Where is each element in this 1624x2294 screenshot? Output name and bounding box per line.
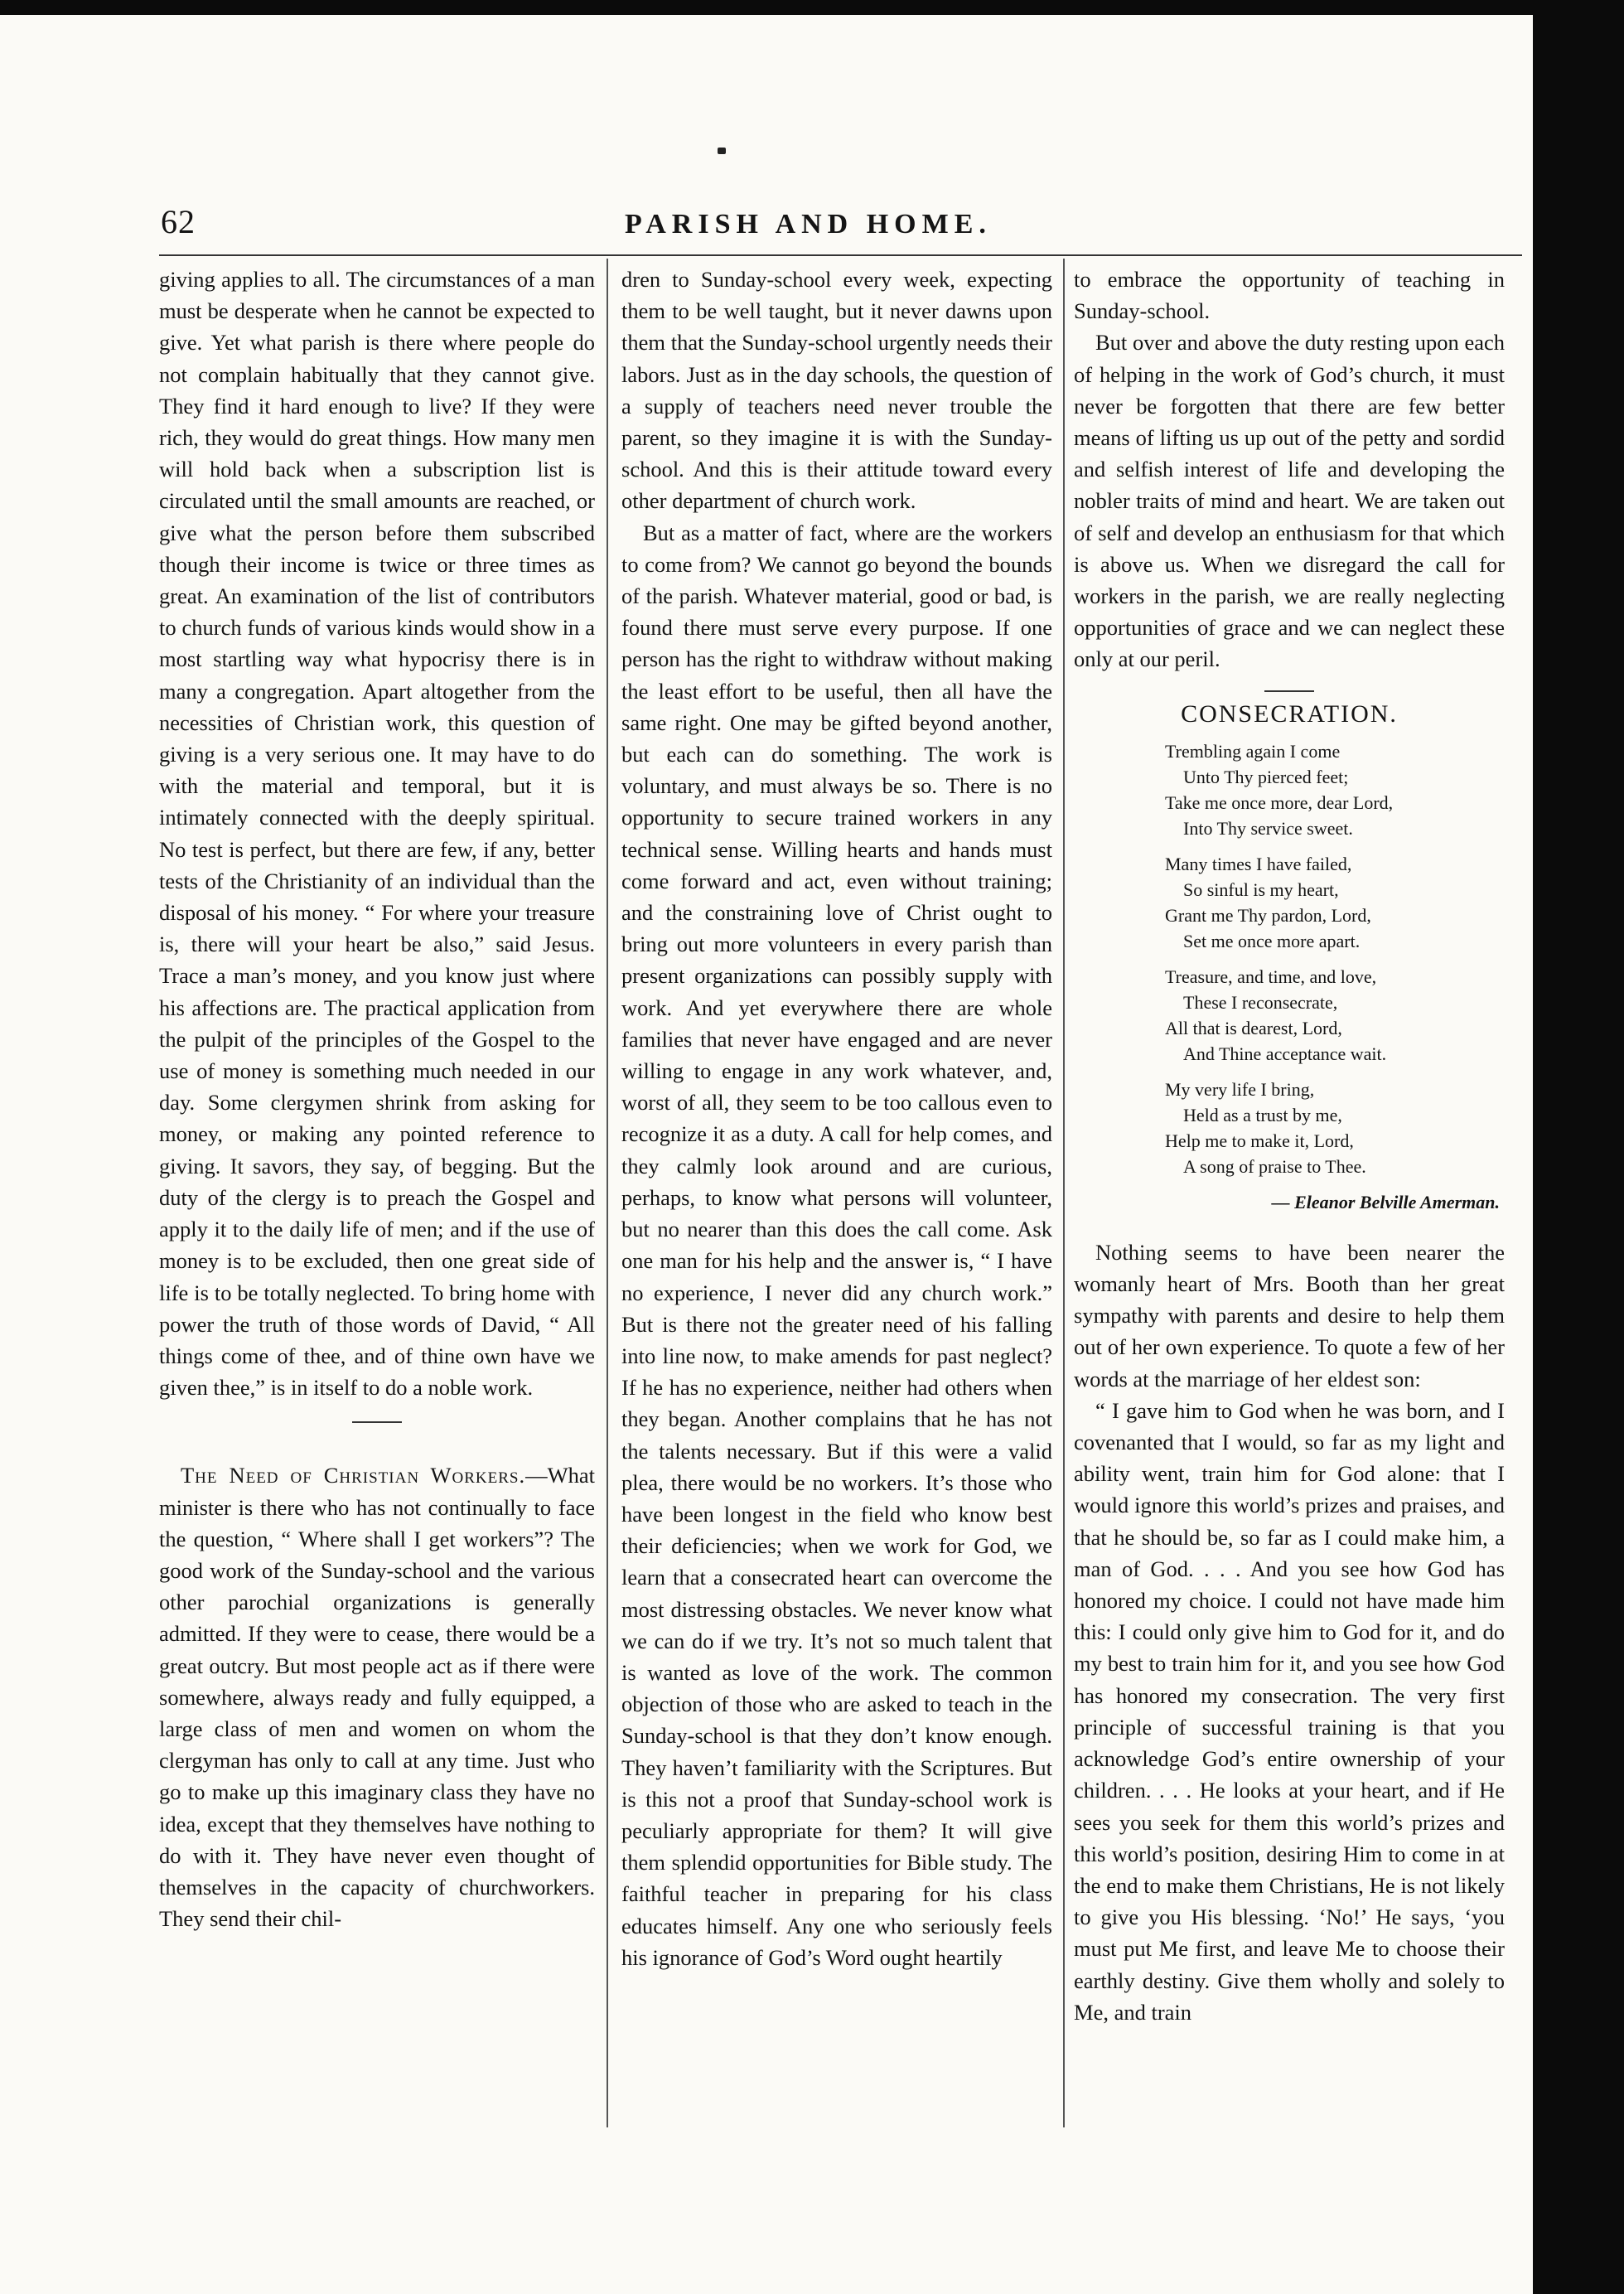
poem-line: Many times I have failed, <box>1165 853 1352 874</box>
running-title: PARISH AND HOME. <box>625 209 992 240</box>
paragraph-workers-source: But as a matter of fact, where are the workers to come from? We cannot go beyond the bounds of the parish. Whatever material, good or bad, is found there must serve every purpose. If one person has the right to withdraw without making the least effort to be useful, then all have the same right. One may be gifted beyond another, but each can do something. The work is voluntary, and must always be so. There is no opportunity to secure trained workers in any technical sense. Willing hearts and hands must come forward and act, even without training; and the constraining love of Christ ought to bring out more volunteers in every parish than present organizations can possibly supply with work. And yet everywhere there are whole families that never have engaged and are never willing to engage in any work whatever, and, worst of all, they seem to be too callous even to recognize it as a duty. A call for help comes, and they calmly look around and are curious, perhaps, to know what persons will volunteer, but no nearer than this does the call come. Ask one man for his help and the answer is, “ I have no experience, I never did any church work.” But is there not the greater need of his falling into line now, to make amends for past neglect? If he has no experience, neither had others when they began. Another complains that he has not the talents necessary. But if this were a valid plea, there would be no workers. It’s those who have been longest in the field who know best their deficiencies; when we work for God, we learn that a consecrated heart can overcome the most distressing obstacles. We never know what we can do if we try. It’s not so much talent that is wanted as love of the work. The common objection of those who are asked to teach in the Sunday-school is that they don’t know enough. They haven’t familiarity with the Scriptures. But is this not a proof that Sunday-school work is peculiarly appropriate for them? It will give them splendid opportunities for Bible study. The faithful teacher in preparing for his class educates himself. Any one who seriously feels his ignorance of God’s Word ought heartily <box>621 520 1052 1970</box>
poem-line: A song of praise to Thee. <box>1183 1155 1366 1177</box>
header-rule <box>159 254 1522 256</box>
paragraph-sunday-school: dren to Sunday-school every week, expecting them to be well taught, but it never dawns upon them that the Sunday-school urgently needs their labors. Just as in the day schools, the question of a supply of teachers need never trouble the parent, so they imagine it is with the Sunday-school. And this is their attitude toward every other department of church work. <box>621 267 1052 514</box>
column-left <box>159 264 595 2137</box>
poem-line: Help me to make it, Lord, <box>1165 1130 1354 1151</box>
section-separator <box>352 1421 402 1423</box>
page-header <box>0 191 1533 249</box>
paragraph-quote: “ I gave him to God when he was born, and I covenanted that I would, so far as my light and ability went, train him for God alone: that I would ignore this world’s prizes and praises, and that he should be, so far as I could make him, a man of God. . . . And you see how God has honored my choice. I could not have made him this: I could only give him to God for it, and do my best to train him for it, and you see how God has honored my consecration. The very first principle of successful training is that you acknowledge God’s entire ownership of your children. . . . He looks at your heart, and if He sees you seek for them this world’s prizes and this world’s position, desiring Him to come in at the end to make them Christians, He is not likely to give you His blessing. ‘No!’ He says, ‘you must put Me first, and leave Me to choose their earthly destiny. Give them wholly and solely to Me, and train <box>1074 1397 1505 2025</box>
paragraph-duty: But over and above the duty resting upon each of helping in the work of God’s church, it must never be forgotten that there are few better means of lifting us up out of the petty and sordid and selfish interest of life and developing the nobler traits of mind and heart. We are taken out of self and develop an enthusiasm for that which is above us. When we disregard the call for workers in the parish, we are really neglecting opportunities of grace and we can neglect these only at our peril. <box>1074 330 1505 672</box>
column-rule-right <box>1063 259 1065 2127</box>
poem-line: Into Thy service sweet. <box>1183 817 1353 839</box>
poem-line: Take me once more, dear Lord, <box>1165 791 1394 813</box>
poem-line: So sinful is my heart, <box>1183 878 1339 900</box>
column-right <box>1074 264 1505 2137</box>
poem-line: Held as a trust by me, <box>1183 1104 1342 1125</box>
poem-attribution: — Eleanor Belville Amerman. <box>1271 1191 1500 1212</box>
section-heading: The Need of Christian Workers. <box>181 1463 526 1488</box>
paragraph-mrs-booth: Nothing seems to have been nearer the womanly heart of Mrs. Booth than her great sympathy with parents and desire to help them out of her own experience. To quote a few of her words at the marriage of her eldest son: <box>1074 1239 1505 1391</box>
poem-line: And Thine acceptance wait. <box>1183 1043 1387 1064</box>
ink-mark <box>718 148 726 154</box>
poem-line: All that is dearest, Lord, <box>1165 1017 1342 1038</box>
poem-stanza-1 <box>1165 738 1505 841</box>
poem-stanza-2 <box>1165 851 1505 954</box>
column-middle <box>621 264 1052 2137</box>
poem-line: Grant me Thy pardon, Lord, <box>1165 904 1371 926</box>
poem-line: My very life I bring, <box>1165 1078 1315 1100</box>
paragraph-giving: giving applies to all. The circumstances of a man must be desperate when he cannot be expected to give. Yet what parish is there where people do not complain habitually that they cannot give. They find it hard enough to live? If they were rich, they would do great things. How many men will hold back when a subscription list is circulated until the small amounts are reached, or give what the person before them subscribed though their income is twice or three times as great. An examination of the list of contributors to church funds of various kinds would show in a most startling way what hypocrisy there is in many a congregation. Apart altogether from the necessities of Christian work, this question of giving is a very serious one. It may have to do with the material and temporal, but it is intimately connected with the deeply spiritual. No test is perfect, but there are few, if any, better tests of the Christianity of an individual than the disposal of his money. “ For where your treasure is, there will your heart be also,” said Jesus. Trace a man’s money, and you know just where his affections are. The practical application from the pulpit of the principles of the Gospel to the use of money is something much needed in our day. Some clergymen shrink from asking for money, or making any pointed reference to giving. It savors, they say, of begging. But the duty of the clergy is to preach the Gospel and apply it to the daily life of men; and if the use of money is to be excluded, then one great side of life is to be totally neglected. To bring home with power the truth of those words of David, “ All things come of thee, and of thine own have we given thee,” is in itself to do a noble work. <box>159 267 595 1401</box>
poem-separator <box>1264 690 1314 692</box>
poem-stanza-3 <box>1165 964 1505 1067</box>
paragraph-christian-workers: —What minister is there who has not continually to face the question, “ Where shall I get workers”? The good work of the Sunday-school and the various other parochial organizations is generally admitted. If they were to cease, there would be a great outcry. But most people act as if there were somewhere, always ready and fully equipped, a large class of men and women on whom the clergyman has only to call at any time. Just who go to make up this imaginary class they have no idea, except that they themselves have nothing to do with it. They have never even thought of themselves in the capacity of churchworkers. They send their chil- <box>159 1463 595 1932</box>
poem-title: CONSECRATION. <box>1181 699 1398 728</box>
poem-line: Unto Thy pierced feet; <box>1183 766 1349 787</box>
column-rule-left <box>607 259 608 2127</box>
paragraph-embrace: to embrace the opportunity of teaching in Sunday-school. <box>1074 267 1505 324</box>
poem-line: These I reconsecrate, <box>1183 991 1338 1013</box>
poem-stanza-4 <box>1165 1077 1505 1179</box>
poem-line: Set me once more apart. <box>1183 930 1361 951</box>
poem-line: Treasure, and time, and love, <box>1165 966 1377 987</box>
poem-line: Trembling again I come <box>1165 740 1341 762</box>
page-number: 62 <box>161 203 196 240</box>
